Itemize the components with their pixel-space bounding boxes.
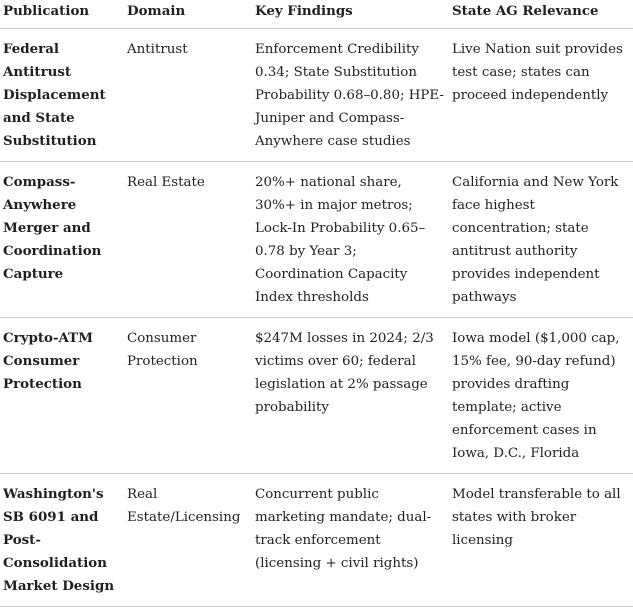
table-row — [0, 474, 633, 607]
cell-publication: Washington's SB 6091 and Post-Consolidation Market Design — [0, 474, 124, 607]
cell-key-findings: Enforcement Credibility 0.34; State Substitution Probability 0.68–0.80; HPE-Juniper and Compass-Anywhere case studies — [252, 29, 449, 162]
cell-publication: Crypto-ATM Consumer Protection — [0, 318, 124, 474]
cell-key-findings: Concurrent public marketing mandate; dual-track enforcement (licensing + civil rights) — [252, 474, 449, 607]
cell-state-ag-relevance: California and New York face highest concentration; state antitrust authority provides independent pathways — [449, 162, 633, 318]
cell-publication: Federal Antitrust Displacement and State Substitution — [0, 29, 124, 162]
cell-state-ag-relevance: Iowa model ($1,000 cap, 15% fee, 90-day refund) provides drafting template; active enforcement cases in Iowa, D.C., Florida — [449, 318, 633, 474]
header-state-ag-relevance: State AG Relevance — [449, 0, 633, 29]
header-publication: Publication — [0, 0, 124, 29]
cell-domain: Antitrust — [124, 29, 252, 162]
cell-domain: Real Estate — [124, 162, 252, 318]
cell-key-findings: 20%+ national share, 30%+ in major metros; Lock-In Probability 0.65–0.78 by Year 3; Coordination Capacity Index thresholds — [252, 162, 449, 318]
header-domain: Domain — [124, 0, 252, 29]
cell-key-findings: $247M losses in 2024; 2/3 victims over 60; federal legislation at 2% passage probability — [252, 318, 449, 474]
table-row — [0, 29, 633, 162]
cell-state-ag-relevance: Live Nation suit provides test case; states can proceed independently — [449, 29, 633, 162]
cell-domain: Consumer Protection — [124, 318, 252, 474]
cell-publication: Compass-Anywhere Merger and Coordination Capture — [0, 162, 124, 318]
table-row — [0, 162, 633, 318]
cell-domain: Real Estate/Licensing — [124, 474, 252, 607]
table-header-row — [0, 0, 633, 29]
cell-state-ag-relevance: Model transferable to all states with broker licensing — [449, 474, 633, 607]
header-key-findings: Key Findings — [252, 0, 449, 29]
table-row — [0, 318, 633, 474]
